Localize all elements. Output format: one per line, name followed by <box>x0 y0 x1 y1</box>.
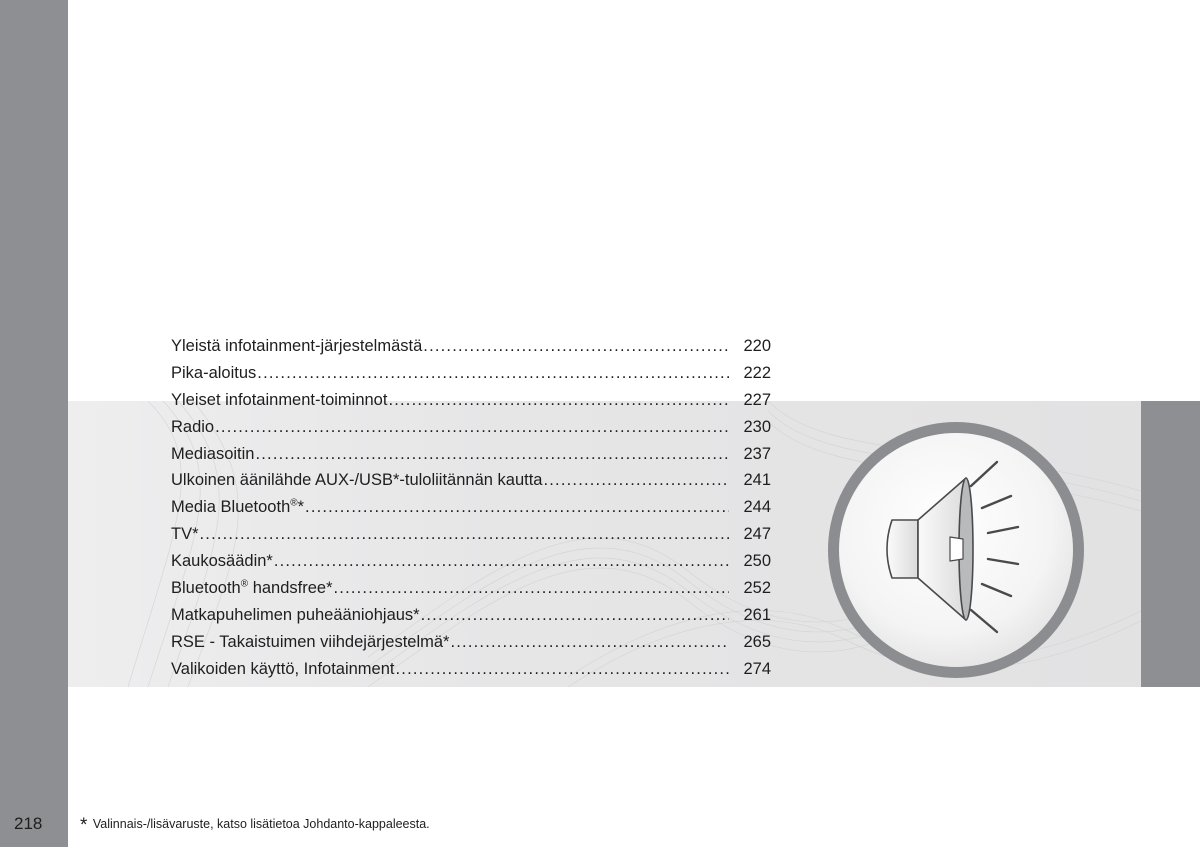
toc-entry[interactable] <box>171 602 771 629</box>
dot-leader <box>396 656 730 683</box>
toc-entry-page: 237 <box>743 444 771 463</box>
toc-entry-title: RSE - Takaistuimen viihdejärjestelmä* <box>171 632 450 651</box>
footnote-text: Valinnais-/lisävaruste, katso lisätietoa Johdanto-kappaleesta. <box>92 817 430 831</box>
toc-entry-title: Valikoiden käyttö, Infotainment <box>171 659 395 678</box>
toc-entry-title: Bluetooth® handsfree* <box>171 578 333 598</box>
toc-entry-title: Kaukosäädin* <box>171 552 273 571</box>
dot-leader <box>215 414 729 441</box>
dot-leader <box>255 441 729 468</box>
table-of-contents <box>171 333 771 683</box>
toc-entry-page: 261 <box>743 605 771 624</box>
dot-leader <box>334 575 729 602</box>
dot-leader <box>257 360 729 387</box>
toc-entry-page: 274 <box>743 659 771 678</box>
toc-entry[interactable] <box>171 521 771 548</box>
toc-entry[interactable] <box>171 333 771 360</box>
dot-leader <box>388 387 729 414</box>
speaker-icon <box>826 420 1086 680</box>
toc-entry-title: Yleistä infotainment-järjestelmästä <box>171 337 423 355</box>
toc-entry[interactable] <box>171 441 771 468</box>
toc-entry-title: TV* <box>171 525 199 544</box>
toc-entry-title: Ulkoinen äänilähde AUX-/USB*-tuloliitännän kautta <box>171 471 543 490</box>
toc-entry-title: Media Bluetooth®* <box>171 497 305 517</box>
dot-leader <box>305 494 729 521</box>
toc-entry[interactable] <box>171 414 771 441</box>
dot-leader <box>543 467 729 494</box>
toc-entry[interactable] <box>171 656 771 683</box>
toc-entry-page: 227 <box>743 390 771 409</box>
toc-entry-page: 244 <box>743 498 771 517</box>
toc-entry[interactable] <box>171 387 771 414</box>
footnote <box>80 815 430 837</box>
dot-leader <box>200 521 729 548</box>
toc-entry-page: 250 <box>743 552 771 571</box>
dot-leader <box>450 629 729 656</box>
toc-entry-title: Yleiset infotainment-toiminnot <box>171 390 388 409</box>
toc-entry-page: 220 <box>743 337 771 355</box>
page-number: 218 <box>14 814 43 833</box>
toc-entry-page: 247 <box>743 525 771 544</box>
toc-entry-page: 222 <box>743 363 771 382</box>
left-margin-bar <box>0 0 68 847</box>
toc-entry-page: 265 <box>743 632 771 651</box>
toc-entry-page: 230 <box>743 417 771 436</box>
dot-leader <box>423 333 729 360</box>
toc-entry-page: 252 <box>743 579 771 598</box>
toc-entry[interactable] <box>171 629 771 656</box>
toc-entry-title: Pika-aloitus <box>171 363 257 382</box>
toc-entry-title: Radio <box>171 417 215 436</box>
toc-entry-page: 241 <box>743 471 771 490</box>
toc-entry[interactable] <box>171 467 771 494</box>
toc-entry[interactable] <box>171 575 771 602</box>
toc-entry[interactable] <box>171 494 771 521</box>
dot-leader <box>421 602 729 629</box>
footnote-marker: * <box>80 815 88 836</box>
toc-entry[interactable] <box>171 548 771 575</box>
section-tab <box>1141 401 1200 687</box>
dot-leader <box>274 548 729 575</box>
toc-entry-title: Mediasoitin <box>171 444 255 463</box>
toc-entry[interactable] <box>171 360 771 387</box>
toc-entry-title: Matkapuhelimen puheääniohjaus* <box>171 605 420 624</box>
